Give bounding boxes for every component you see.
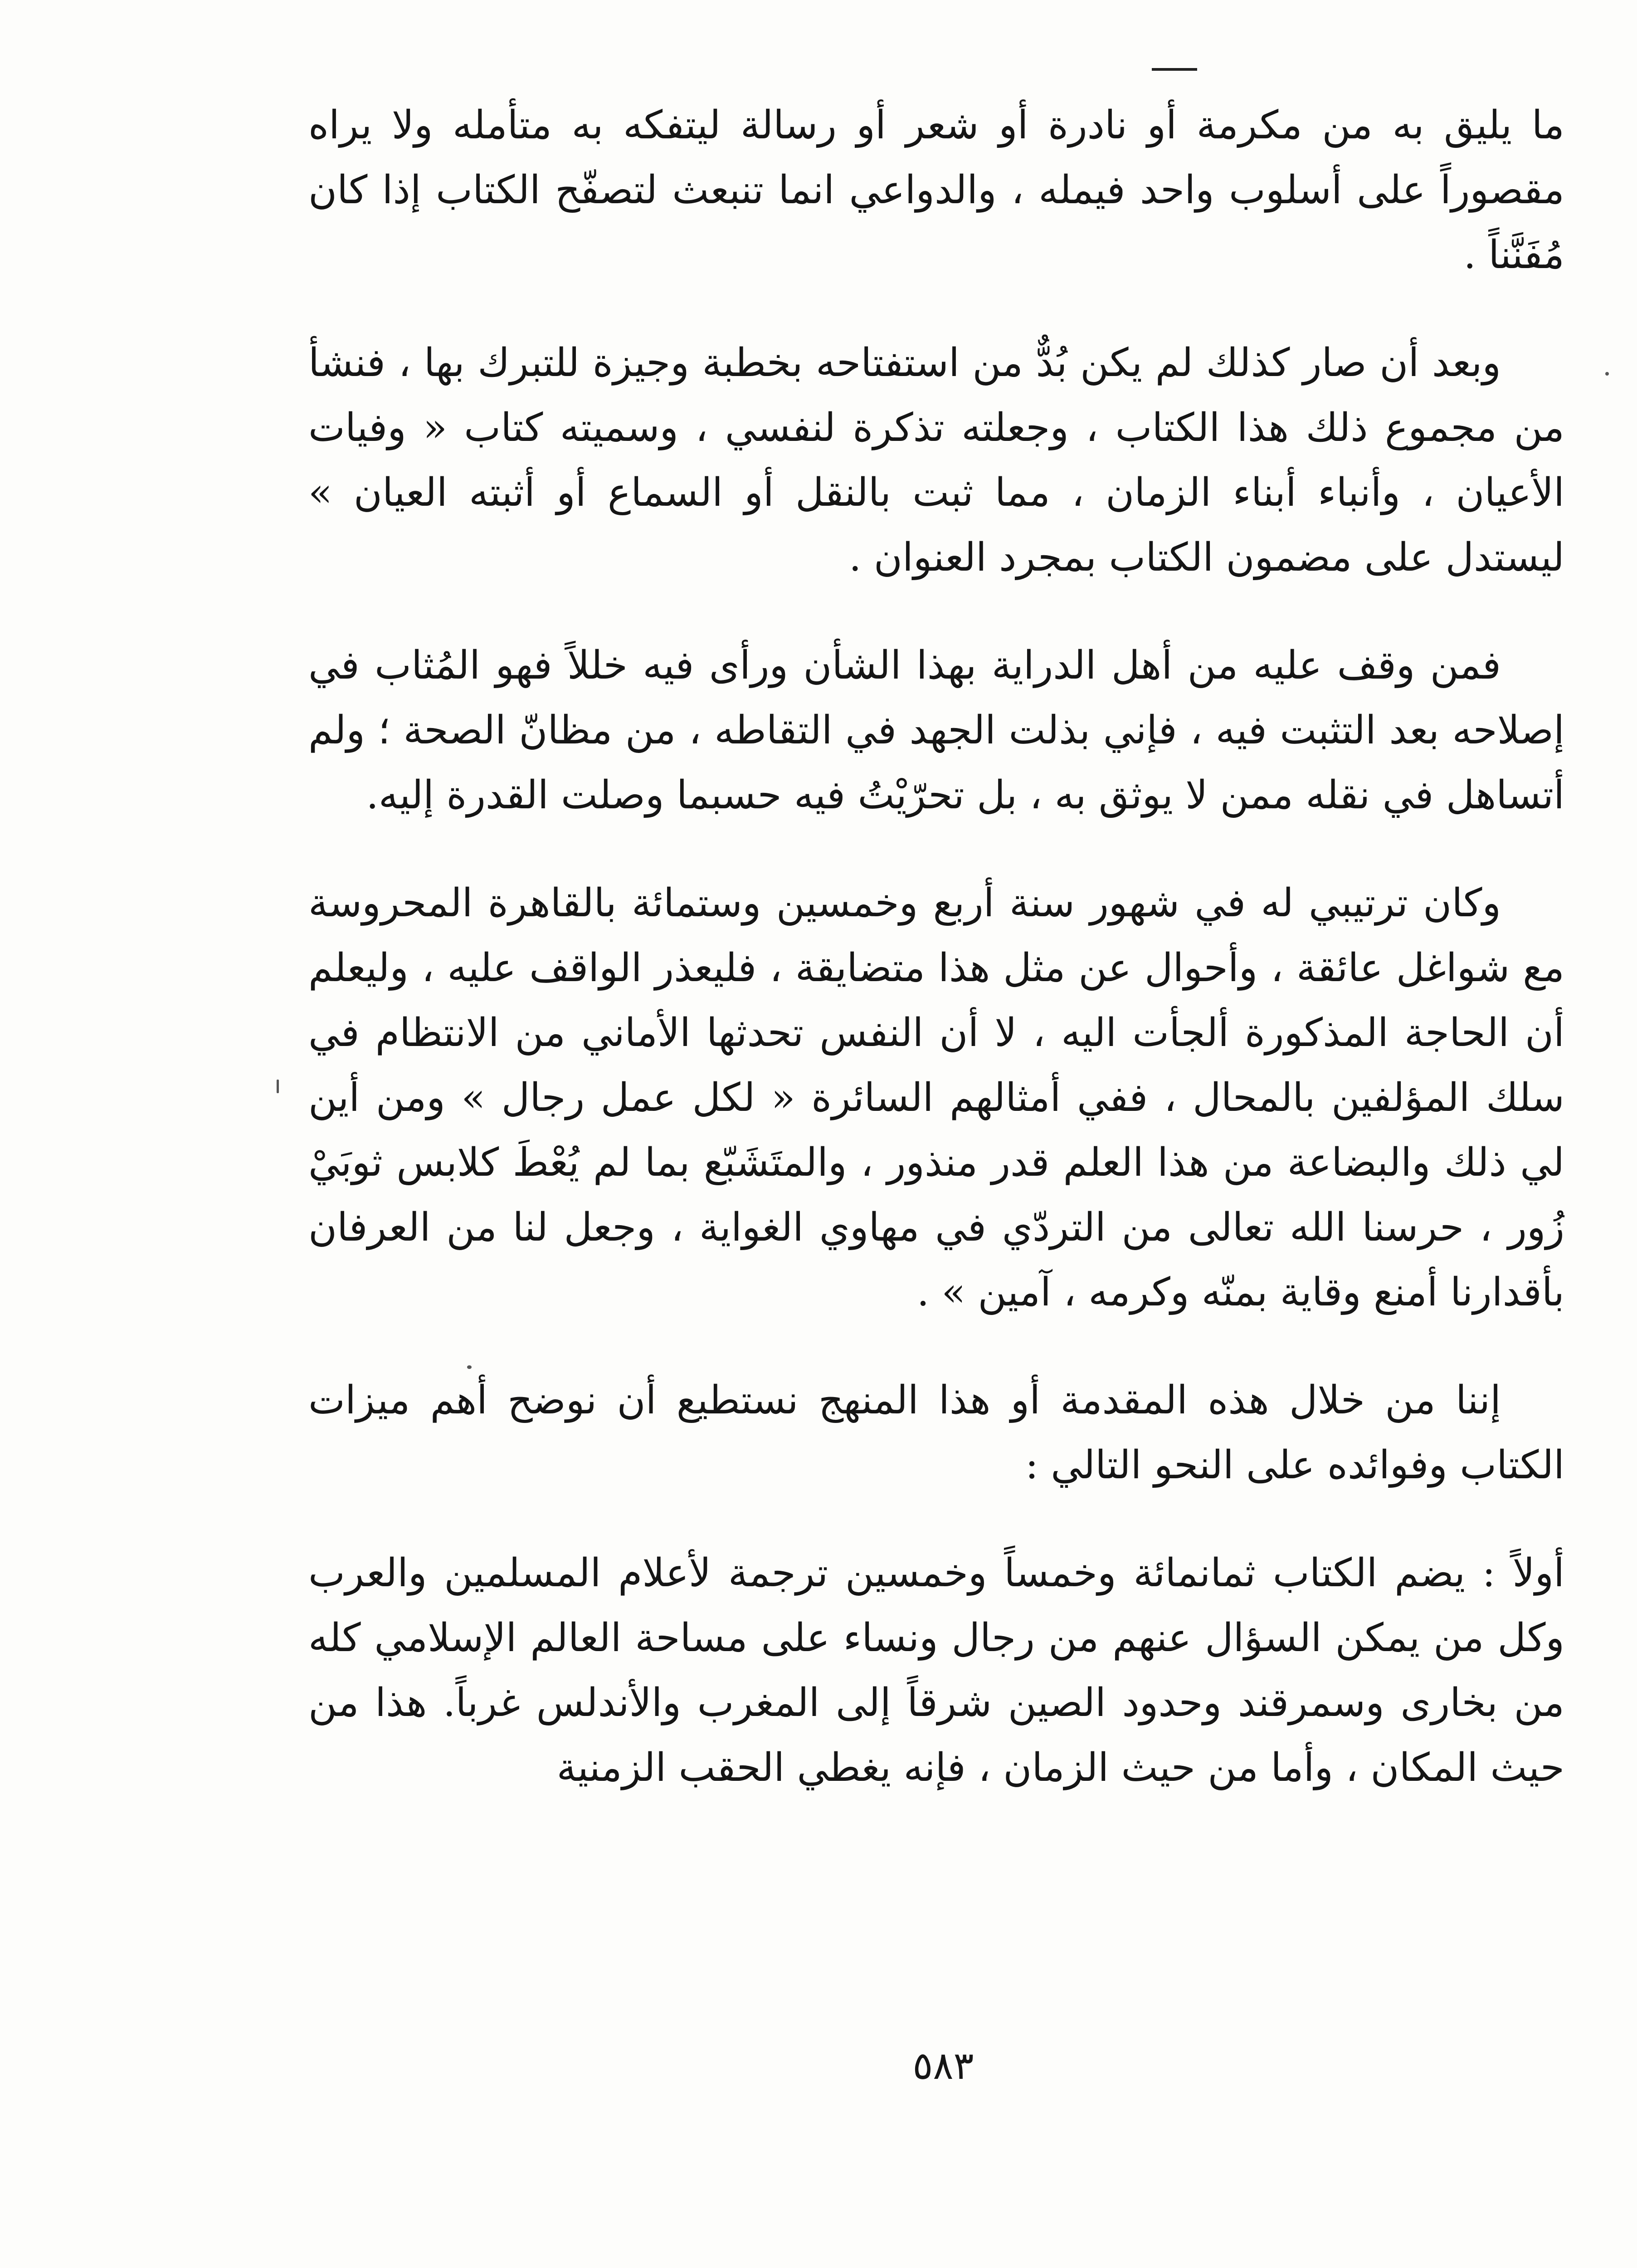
paragraph-5: إننا من خلال هذه المقدمة أو هذا المنهج نستطيع أن نوضح أهم ميزات الكتاب وفوائده على النحو التالي : (308, 1378, 1564, 1488)
page-number: ٥٨٣ (912, 2043, 974, 2088)
paragraph-3: فمن وقف عليه من أهل الدراية بهذا الشأن ورأى فيه خللاً فهو المُثاب في إصلاحه بعد التثبت فيه ، فإني بذلت الجهد في التقاطه ، من مظانّ الصحة ؛ ولم أتساهل في نقله ممن لا يوثق به ، بل تحرّيْتُ فيه حسبما وصلت القدرة إليه. (308, 643, 1564, 818)
paragraph-2: وبعد أن صار كذلك لم يكن بُدٌّ من استفتاحه بخطبة وجيزة للتبرك بها ، فنشأ من مجموع ذلك هذا الكتاب ، وجعلته تذكرة لنفسي ، وسميته كتاب « وفيات الأعيان ، وأنباء أبناء الزمان ، مما ثبت بالنقل أو السماع أو أثبته العيان » ليستدل على مضمون الكتاب بمجرد العنوان . (308, 340, 1565, 580)
body-text (308, 93, 1564, 1843)
top-rule-mark (1152, 68, 1197, 71)
paragraph-6: أولاً : يضم الكتاب ثمانمائة وخمساً وخمسين ترجمة لأعلام المسلمين والعرب وكل من يمكن السؤال عنهم من رجال ونساء على مساحة العالم الإسلامي كله من بخارى وسمرقند وحدود الصين شرقاً إلى المغرب والأندلس غرباً. هذا من حيث المكان ، وأما من حيث الزمان ، فإنه يغطي الحقب الزمنية (308, 1550, 1564, 1790)
scan-speck (277, 1080, 279, 1093)
scan-speck (1605, 372, 1609, 376)
paragraph-1: ما يليق به من مكرمة أو نادرة أو شعر أو رسالة ليتفكه به متأمله ولا يراه مقصوراً على أسلوب واحد فيمله ، والدواعي انما تنبعث لتصفّح الكتاب إذا كان مُفَنَّناً . (308, 103, 1564, 278)
paragraph-4: وكان ترتيبي له في شهور سنة أربع وخمسين وستمائة بالقاهرة المحروسة مع شواغل عائقة ، وأحوال عن مثل هذا متضايقة ، فليعذر الواقف عليه ، وليعلم أن الحاجة المذكورة ألجأت اليه ، لا أن النفس تحدثها الأماني من الانتظام في سلك المؤلفين بالمحال ، ففي أمثالهم السائرة « لكل عمل رجال » ومن أين لي ذلك والبضاعة من هذا العلم قدر منذور ، والمتَشَبّع بما لم يُعْطَ كلابس ثوبَيْ زُور ، حرسنا الله تعالى من التردّي في مهاوي الغواية ، وجعل لنا من العرفان بأقدارنا أمنع وقاية بمنّه وكرمه ، آمين » . (308, 880, 1565, 1315)
